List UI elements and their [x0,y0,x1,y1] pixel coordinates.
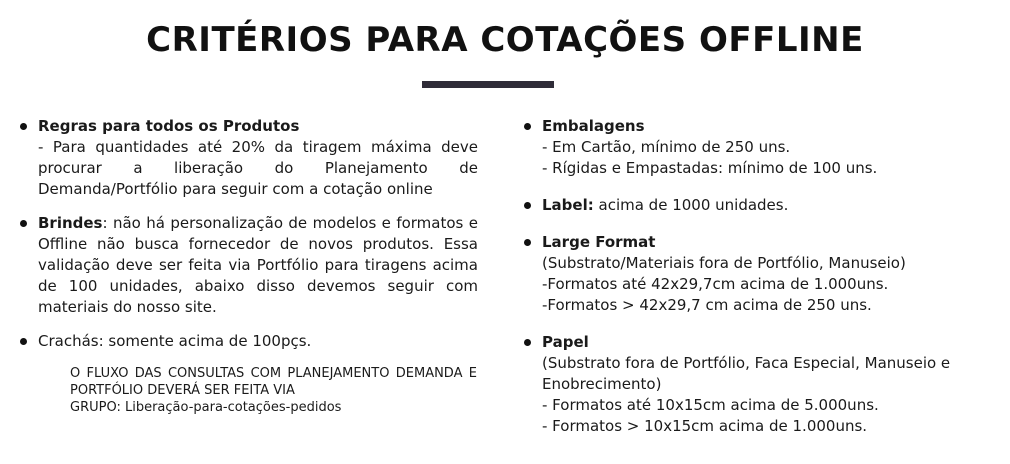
bullet-icon [20,123,27,130]
list-item-embalagens [524,116,984,179]
list-item-large-format [524,232,984,316]
bullet-icon [524,239,531,246]
item-body [38,213,478,318]
list-item-brindes [20,213,478,318]
note-text: O FLUXO DAS CONSULTAS COM PLANEJAMENTO DEMANDA E PORTFÓLIO DEVERÁ SER FEITA VIA [70,366,477,398]
item-line: - Formatos > 10x15cm acima de 1.000uns. [542,417,868,435]
item-text: acima de 1000 unidades. [593,196,789,214]
item-title: Embalagens [542,117,645,135]
bullet-icon [524,123,531,130]
title-divider [422,81,554,88]
item-line: -Formatos até 42x29,7cm acima de 1.000uns. [542,275,889,293]
item-text: - Para quantidades até 20% da tiragem máxima deve procurar a liberação do Planejamento de Demanda/Portfólio para seguir com a cotação online [38,138,478,198]
item-text: : não há personalização de modelos e formatos e Offline não busca fornecedor de novos produtos. Essa validação deve ser feita via Portfólio para tiragens acima de 100 unidades, abaixo disso devemos seguir com materiais do nosso site. [38,214,478,316]
item-line: (Substrato/Materiais fora de Portfólio, Manuseio) [542,254,906,272]
item-title: Regras para todos os Produtos [38,117,300,135]
item-line: - Em Cartão, mínimo de 250 uns. [542,138,791,156]
item-title: Brindes [38,214,103,232]
item-line: - Rígidas e Empastadas: mínimo de 100 uns. [542,159,878,177]
item-title: Label: [542,196,594,214]
item-title: Large Format [542,233,656,251]
bullet-icon [20,220,27,227]
item-line: (Substrato fora de Portfólio, Faca Especial, Manuseio e Enobrecimento) [542,354,951,393]
left-column [20,116,478,416]
right-column [524,116,984,450]
flow-note [70,365,477,416]
list-item-papel [524,332,984,437]
note-group-link: GRUPO: Liberação-para-cotações-pedidos [70,400,342,415]
bullet-icon [524,202,531,209]
bullet-icon [20,338,27,345]
item-line: -Formatos > 42x29,7 cm acima de 250 uns. [542,296,872,314]
bullet-icon [524,339,531,346]
list-item-rules [20,116,478,200]
list-item-label [524,195,984,216]
item-title: Papel [542,333,589,351]
list-item-crachas [20,331,478,352]
item-line: - Formatos até 10x15cm acima de 5.000uns. [542,396,879,414]
page-title: CRITÉRIOS PARA COTAÇÕES OFFLINE [146,20,864,60]
item-text: Crachás: somente acima de 100pçs. [38,332,312,350]
